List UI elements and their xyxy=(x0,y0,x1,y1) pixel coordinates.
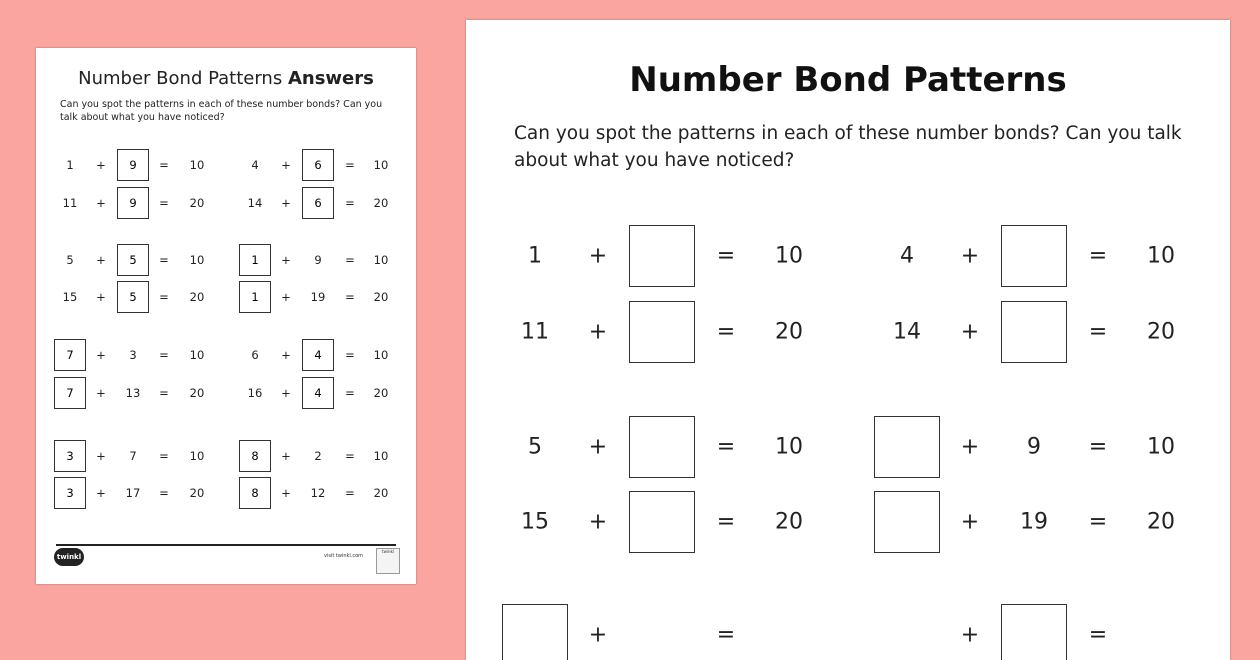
answers-number: 10 xyxy=(189,449,205,463)
answers-answer-value: 9 xyxy=(129,158,137,172)
answers-number: 11 xyxy=(62,196,78,210)
answers-equals-sign: = xyxy=(345,158,355,172)
worksheet xyxy=(466,20,1230,660)
worksheet-equals-sign: = xyxy=(1088,622,1108,648)
worksheet-plus-sign: + xyxy=(960,243,980,269)
answers-number: 14 xyxy=(247,196,263,210)
answers-answer-value: 3 xyxy=(66,486,74,500)
answers-answer-box xyxy=(117,244,149,276)
answers-number: 10 xyxy=(373,449,389,463)
answers-equals-sign: = xyxy=(345,348,355,362)
answers-sheet-question: Can you spot the patterns in each of these number bonds? Can you talk about what you have noticed? xyxy=(60,99,383,123)
answers-plus-sign: + xyxy=(281,386,291,400)
answers-equals-sign: = xyxy=(345,253,355,267)
answers-answer-value: 5 xyxy=(129,290,137,304)
answers-title-bold: Answers xyxy=(287,68,374,89)
answers-answer-box xyxy=(239,281,271,313)
worksheet-answer-box[interactable] xyxy=(1001,225,1067,287)
worksheet-plus-sign: + xyxy=(960,319,980,345)
answers-number: 10 xyxy=(189,253,205,267)
twinkl-logo: twinkl xyxy=(54,548,84,566)
answers-answer-box xyxy=(302,339,334,371)
answers-number: 20 xyxy=(189,486,205,500)
answers-answer-value: 7 xyxy=(66,386,74,400)
worksheet-number: 10 xyxy=(1147,243,1175,269)
answers-answer-value: 1 xyxy=(251,253,259,267)
answers-answer-box xyxy=(239,244,271,276)
answers-number: 20 xyxy=(373,386,389,400)
worksheet-answer-box[interactable] xyxy=(629,491,695,553)
worksheet-plus-sign: + xyxy=(588,319,608,345)
answers-answer-box xyxy=(302,149,334,181)
answers-plus-sign: + xyxy=(281,158,291,172)
answers-equals-sign: = xyxy=(159,158,169,172)
answers-number: 10 xyxy=(373,158,389,172)
answers-equals-sign: = xyxy=(345,486,355,500)
answers-plus-sign: + xyxy=(281,196,291,210)
worksheet-equals-sign: = xyxy=(1088,509,1108,535)
answers-plus-sign: + xyxy=(96,196,106,210)
answers-number: 10 xyxy=(189,348,205,362)
worksheet-answer-box[interactable] xyxy=(1001,604,1067,660)
answers-plus-sign: + xyxy=(96,449,106,463)
worksheet-question: Can you spot the patterns in each of these number bonds? Can you talk about what you have noticed? xyxy=(514,123,1182,171)
answers-number: 20 xyxy=(373,196,389,210)
answers-number: 20 xyxy=(189,196,205,210)
worksheet-number: 14 xyxy=(893,319,921,345)
answers-plus-sign: + xyxy=(281,486,291,500)
answers-number: 20 xyxy=(189,386,205,400)
answers-equals-sign: = xyxy=(159,196,169,210)
worksheet-equals-sign: = xyxy=(716,622,736,648)
answers-answer-box xyxy=(54,339,86,371)
answers-equals-sign: = xyxy=(345,449,355,463)
answers-plus-sign: + xyxy=(281,348,291,362)
answers-equals-sign: = xyxy=(159,253,169,267)
answers-equals-sign: = xyxy=(159,486,169,500)
footer-divider xyxy=(56,544,396,546)
answers-number: 20 xyxy=(373,290,389,304)
worksheet-number: 10 xyxy=(775,243,803,269)
worksheet-answer-box[interactable] xyxy=(502,604,568,660)
worksheet-number: 5 xyxy=(528,434,542,460)
worksheet-equals-sign: = xyxy=(1088,434,1108,460)
answers-answer-box xyxy=(54,440,86,472)
answers-plus-sign: + xyxy=(96,290,106,304)
worksheet-plus-sign: + xyxy=(588,509,608,535)
footer-site-text: visit twinkl.com xyxy=(324,553,364,559)
answers-number: 10 xyxy=(373,348,389,362)
answers-equals-sign: = xyxy=(159,348,169,362)
worksheet-answer-box[interactable] xyxy=(629,225,695,287)
worksheet-equals-sign: = xyxy=(1088,319,1108,345)
worksheet-plus-sign: + xyxy=(960,434,980,460)
answers-answer-box xyxy=(54,377,86,409)
answers-answer-value: 5 xyxy=(129,253,137,267)
answers-answer-box xyxy=(239,440,271,472)
worksheet-number: 15 xyxy=(521,509,549,535)
answers-number: 20 xyxy=(189,290,205,304)
worksheet-title: Number Bond Patterns xyxy=(629,60,1067,100)
answers-answer-value: 8 xyxy=(251,449,259,463)
worksheet-answer-box[interactable] xyxy=(874,416,940,478)
worksheet-number: 20 xyxy=(775,509,803,535)
footer-badge: twinkl xyxy=(376,548,400,574)
answers-number: 10 xyxy=(189,158,205,172)
answers-answer-value: 1 xyxy=(251,290,259,304)
answers-number: 7 xyxy=(129,449,137,463)
answers-equals-sign: = xyxy=(345,386,355,400)
worksheet-number: 11 xyxy=(521,319,549,345)
answers-equals-sign: = xyxy=(159,449,169,463)
answers-answer-value: 4 xyxy=(314,348,322,362)
worksheet-number: 10 xyxy=(1147,434,1175,460)
answers-number: 1 xyxy=(66,158,74,172)
answers-answer-box xyxy=(117,281,149,313)
answers-plus-sign: + xyxy=(96,348,106,362)
answers-answer-value: 7 xyxy=(66,348,74,362)
answers-answer-value: 8 xyxy=(251,486,259,500)
answers-equals-sign: = xyxy=(345,290,355,304)
answers-plus-sign: + xyxy=(281,449,291,463)
worksheet-plus-sign: + xyxy=(960,509,980,535)
answers-number: 5 xyxy=(66,253,74,267)
worksheet-equals-sign: = xyxy=(716,434,736,460)
answers-sheet xyxy=(36,48,416,584)
answers-title-main: Number Bond Patterns xyxy=(78,68,283,89)
answers-answer-box xyxy=(302,187,334,219)
answers-plus-sign: + xyxy=(96,486,106,500)
answers-answer-box xyxy=(302,377,334,409)
worksheet-plus-sign: + xyxy=(588,243,608,269)
worksheet-equals-sign: = xyxy=(716,319,736,345)
answers-answer-value: 3 xyxy=(66,449,74,463)
answers-answer-value: 4 xyxy=(314,386,322,400)
answers-number: 9 xyxy=(314,253,322,267)
answers-number: 12 xyxy=(310,486,326,500)
worksheet-plus-sign: + xyxy=(588,622,608,648)
answers-answer-value: 6 xyxy=(314,158,322,172)
worksheet-answer-box[interactable] xyxy=(874,491,940,553)
answers-number: 19 xyxy=(310,290,326,304)
answers-equals-sign: = xyxy=(345,196,355,210)
worksheet-number: 4 xyxy=(900,243,914,269)
answers-answer-box xyxy=(117,187,149,219)
answers-plus-sign: + xyxy=(96,253,106,267)
answers-number: 10 xyxy=(373,253,389,267)
worksheet-number: 9 xyxy=(1027,434,1041,460)
worksheet-number: 20 xyxy=(1147,319,1175,345)
answers-answer-value: 9 xyxy=(129,196,137,210)
worksheet-number: 19 xyxy=(1020,509,1048,535)
worksheet-number: 20 xyxy=(1147,509,1175,535)
answers-number: 4 xyxy=(251,158,259,172)
worksheet-answer-box[interactable] xyxy=(629,416,695,478)
worksheet-equals-sign: = xyxy=(716,509,736,535)
answers-plus-sign: + xyxy=(281,253,291,267)
answers-number: 17 xyxy=(125,486,141,500)
answers-number: 15 xyxy=(62,290,78,304)
answers-number: 13 xyxy=(125,386,141,400)
answers-plus-sign: + xyxy=(96,158,106,172)
answers-number: 6 xyxy=(251,348,259,362)
answers-number: 20 xyxy=(373,486,389,500)
answers-number: 3 xyxy=(129,348,137,362)
worksheet-answer-box[interactable] xyxy=(629,301,695,363)
worksheet-plus-sign: + xyxy=(960,622,980,648)
answers-number: 16 xyxy=(247,386,263,400)
answers-sheet-title xyxy=(36,68,416,89)
worksheet-number: 20 xyxy=(775,319,803,345)
worksheet-plus-sign: + xyxy=(588,434,608,460)
answers-equals-sign: = xyxy=(159,386,169,400)
worksheet-equals-sign: = xyxy=(1088,243,1108,269)
answers-equals-sign: = xyxy=(159,290,169,304)
answers-plus-sign: + xyxy=(96,386,106,400)
answers-answer-box xyxy=(117,149,149,181)
worksheet-number: 1 xyxy=(528,243,542,269)
worksheet-number: 10 xyxy=(775,434,803,460)
worksheet-equals-sign: = xyxy=(716,243,736,269)
answers-answer-value: 6 xyxy=(314,196,322,210)
worksheet-answer-box[interactable] xyxy=(1001,301,1067,363)
answers-answer-box xyxy=(54,477,86,509)
answers-plus-sign: + xyxy=(281,290,291,304)
answers-answer-box xyxy=(239,477,271,509)
answers-number: 2 xyxy=(314,449,322,463)
